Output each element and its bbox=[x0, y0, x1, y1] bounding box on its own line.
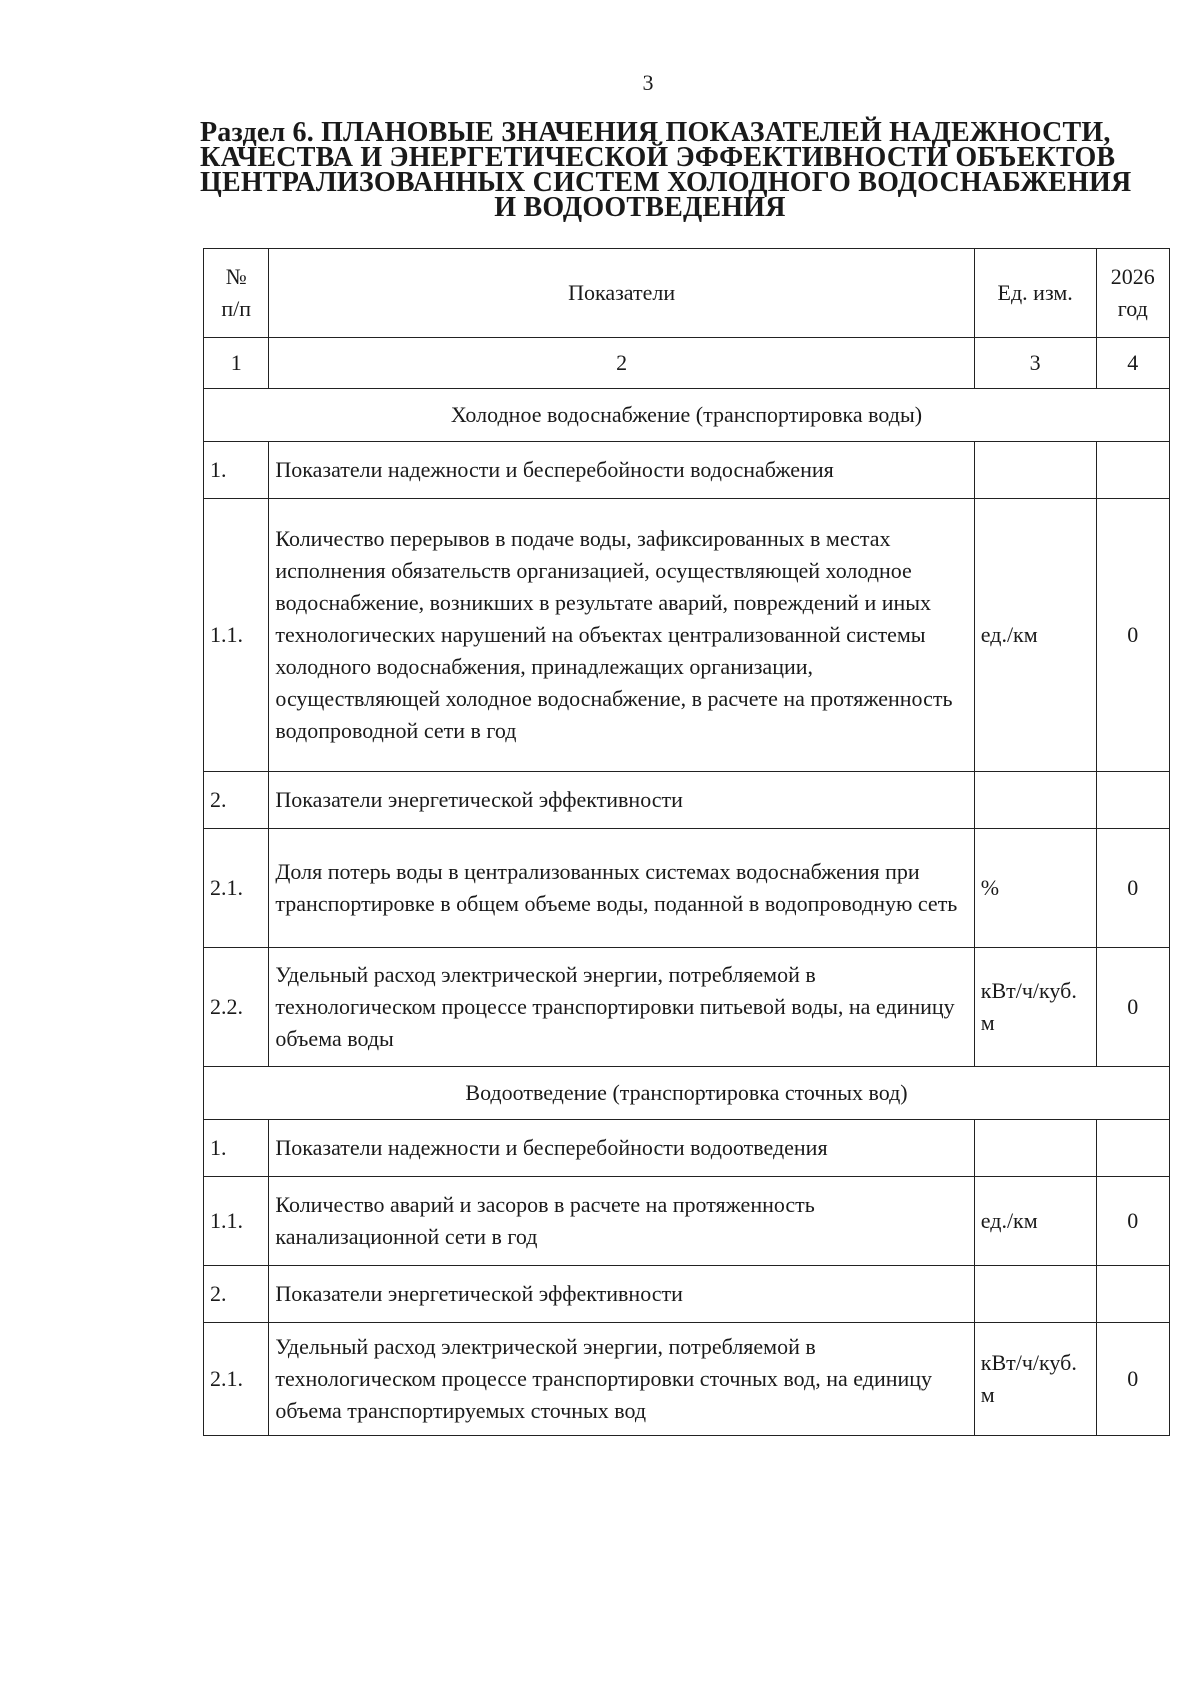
row-value bbox=[1096, 1266, 1169, 1323]
row-num: 2.1. bbox=[204, 829, 269, 948]
table-row bbox=[204, 499, 1170, 772]
row-value bbox=[1096, 772, 1169, 829]
row-name: Показатели надежности и бесперебойности водоотведения bbox=[269, 1120, 974, 1177]
row-num: 2. bbox=[204, 1266, 269, 1323]
table-row bbox=[204, 829, 1170, 948]
header-num-line1: № bbox=[225, 264, 247, 289]
table-row bbox=[204, 1323, 1170, 1436]
row-value: 0 bbox=[1096, 948, 1169, 1067]
row-name: Количество аварий и засоров в расчете на протяженность канализационной сети в год bbox=[269, 1177, 974, 1266]
row-num: 1. bbox=[204, 442, 269, 499]
column-numbers-row bbox=[204, 338, 1170, 389]
row-num: 2.1. bbox=[204, 1323, 269, 1436]
row-name: Удельный расход электрической энергии, потребляемой в технологическом процессе транспортировки сточных вод, на единицу объема транспортируемых сточных вод bbox=[269, 1323, 974, 1436]
row-unit: кВт/ч/куб. м bbox=[974, 1323, 1096, 1436]
page-number: 3 bbox=[642, 70, 654, 95]
table-header-row bbox=[204, 249, 1170, 338]
row-value: 0 bbox=[1096, 829, 1169, 948]
row-num: 1.1. bbox=[204, 499, 269, 772]
section-row-wastewater bbox=[204, 1067, 1170, 1120]
row-value: 0 bbox=[1096, 1323, 1169, 1436]
row-name: Показатели энергетической эффективности bbox=[269, 772, 974, 829]
column-number: 1 bbox=[204, 338, 269, 389]
header-num bbox=[204, 249, 269, 338]
title-line-4: И ВОДООТВЕДЕНИЯ bbox=[494, 192, 786, 223]
row-unit bbox=[974, 442, 1096, 499]
section-row-cold-water bbox=[204, 389, 1170, 442]
table-row bbox=[204, 772, 1170, 829]
row-unit bbox=[974, 772, 1096, 829]
column-number: 3 bbox=[974, 338, 1096, 389]
row-num: 2.2. bbox=[204, 948, 269, 1067]
table-row bbox=[204, 1120, 1170, 1177]
row-value bbox=[1096, 1120, 1169, 1177]
header-year-line1: 2026 bbox=[1110, 264, 1155, 289]
column-number: 2 bbox=[269, 338, 974, 389]
row-unit: кВт/ч/куб. м bbox=[974, 948, 1096, 1067]
row-value bbox=[1096, 442, 1169, 499]
row-value: 0 bbox=[1096, 1177, 1169, 1266]
table-row bbox=[204, 948, 1170, 1067]
header-year bbox=[1096, 249, 1169, 338]
row-num: 1.1. bbox=[204, 1177, 269, 1266]
section-title-wastewater: Водоотведение (транспортировка сточных вод) bbox=[204, 1067, 1170, 1120]
section-title-cold-water: Холодное водоснабжение (транспортировка воды) bbox=[204, 389, 1170, 442]
row-unit: ед./км bbox=[974, 1177, 1096, 1266]
table-row bbox=[204, 1177, 1170, 1266]
row-name: Показатели надежности и бесперебойности водоснабжения bbox=[269, 442, 974, 499]
header-num-line2: п/п bbox=[221, 296, 252, 321]
row-value: 0 bbox=[1096, 499, 1169, 772]
title-line-2: КАЧЕСТВА И ЭНЕРГЕТИЧЕСКОЙ ЭФФЕКТИВНОСТИ ОБЪЕКТОВ bbox=[200, 142, 1116, 173]
row-name: Количество перерывов в подаче воды, зафиксированных в местах исполнения обязательств организацией, осуществляющей холодное водоснабжение, возникших в результате аварий, повреждений и иных технологических нарушений на объектах централизованной системы холодного водоснабжения, принадлежащих организации, осуществляющей холодное водоснабжение, в расчете на протяженность водопроводной сети в год bbox=[269, 499, 974, 772]
row-unit bbox=[974, 1120, 1096, 1177]
row-num: 1. bbox=[204, 1120, 269, 1177]
header-name: Показатели bbox=[269, 249, 974, 338]
row-unit: ед./км bbox=[974, 499, 1096, 772]
column-number: 4 bbox=[1096, 338, 1169, 389]
header-unit: Ед. изм. bbox=[974, 249, 1096, 338]
title-line-3: ЦЕНТРАЛИЗОВАННЫХ СИСТЕМ ХОЛОДНОГО ВОДОСНАБЖЕНИЯ bbox=[200, 167, 1132, 198]
table-row bbox=[204, 442, 1170, 499]
title-line-1: Раздел 6. ПЛАНОВЫЕ ЗНАЧЕНИЯ ПОКАЗАТЕЛЕЙ НАДЕЖНОСТИ, bbox=[200, 117, 1111, 148]
row-num: 2. bbox=[204, 772, 269, 829]
row-unit bbox=[974, 1266, 1096, 1323]
indicators-table bbox=[203, 248, 1170, 1436]
table-row bbox=[204, 1266, 1170, 1323]
row-name: Показатели энергетической эффективности bbox=[269, 1266, 974, 1323]
section-title bbox=[200, 117, 1132, 223]
row-name: Удельный расход электрической энергии, потребляемой в технологическом процессе транспортировки питьевой воды, на единицу объема воды bbox=[269, 948, 974, 1067]
row-name: Доля потерь воды в централизованных системах водоснабжения при транспортировке в общем объеме воды, поданной в водопроводную сеть bbox=[269, 829, 974, 948]
row-unit: % bbox=[974, 829, 1096, 948]
header-year-line2: год bbox=[1117, 296, 1148, 321]
